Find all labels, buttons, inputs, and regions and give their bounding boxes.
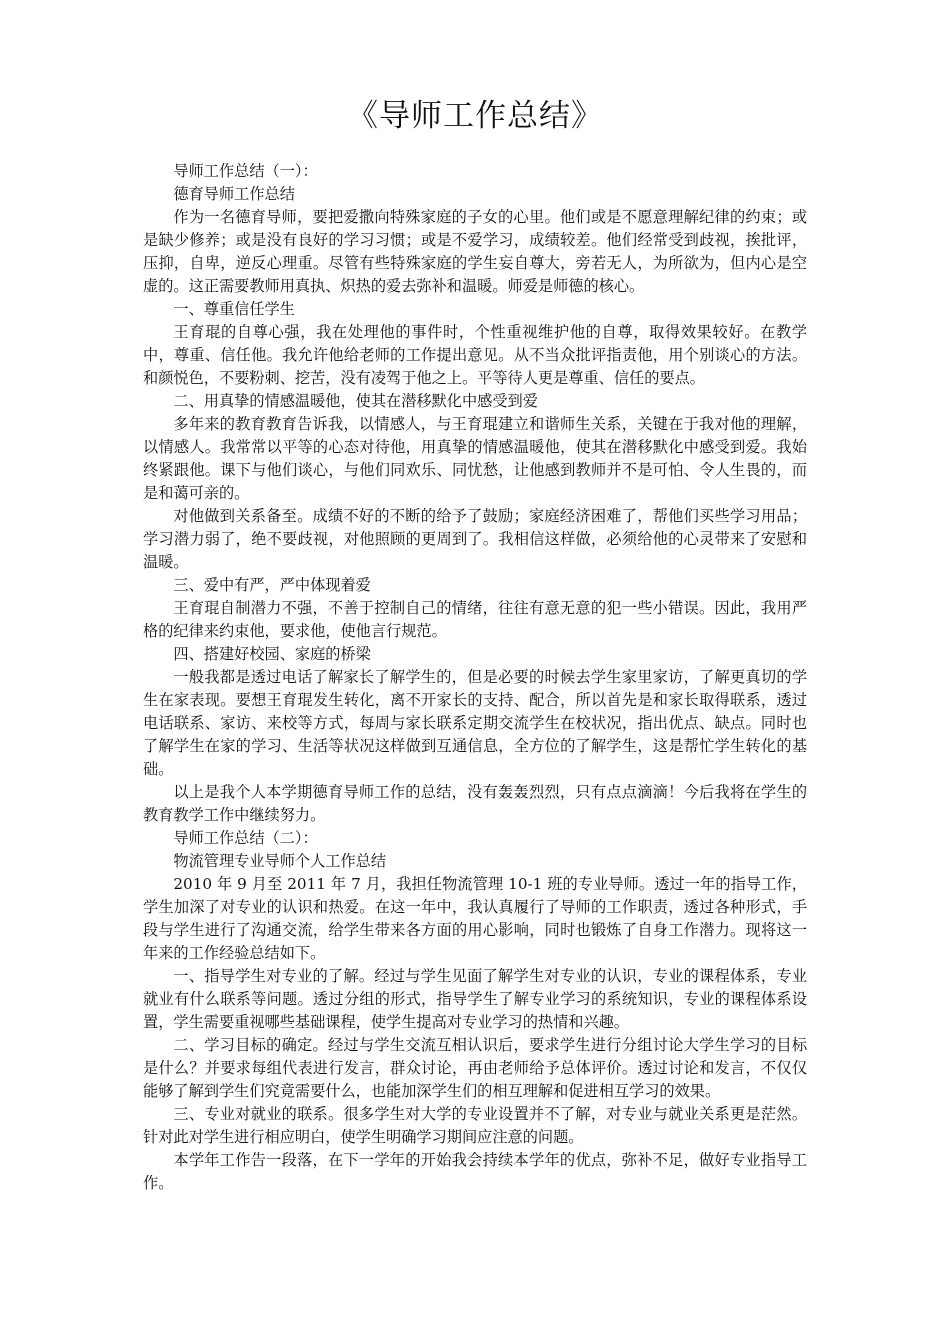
section-heading-summary-two: 导师工作总结（二）： (173, 829, 318, 847)
section-heading-summary-one: 导师工作总结（一）： (173, 162, 318, 180)
body-paragraph: 对他做到关系备至。成绩不好的不断的给予了鼓励；家庭经济困难了，帮他们买些学习用品；学习潜力弱了，绝不要歧视，对他照顾的更周到了。我相信这样做，必须给他的心灵带来了安慰和温暖。 (143, 507, 807, 571)
section-subtitle-logistics-tutor: 物流管理专业导师个人工作总结 (173, 852, 387, 870)
body-paragraph: 作为一名德育导师，要把爱撒向特殊家庭的子女的心里。他们或是不愿意理解纪律的约束；或是缺少修养；或是没有良好的学习习惯；或是不爱学习，成绩较差。他们经常受到歧视，挨批评，压抑，自卑，逆反心理重。尽管有些特殊家庭的学生妄自尊大，旁若无人，为所欲为，但内心是空虚的。这正需要教师用真执、炽热的爱去弥补和温暖。师爱是师德的核心。 (143, 208, 807, 295)
body-paragraph: 二、学习目标的确定。经过与学生交流互相认识后，要求学生进行分组讨论大学生学习的目标是什么？并要求每组代表进行发言，群众讨论，再由老师给予总体评价。透过讨论和发言，不仅仅能够了解到学生们究竟需要什么，也能加深学生们的相互理解和促进相互学习的效果。 (143, 1036, 807, 1100)
body-paragraph: 王育琨自制潜力不强，不善于控制自己的情绪，往往有意无意的犯一些小错误。因此，我用严格的纪律来约束他，要求他，使他言行规范。 (143, 599, 807, 640)
body-paragraph: 2010 年 9 月至 2011 年 7 月，我担任物流管理 10-1 班的专业导师。透过一年的指导工作，学生加深了对专业的认识和热爱。在这一年中，我认真履行了导师的工作职责，透过各种形式，手段与学生进行了沟通交流，给学生带来各方面的用心影响，同时也锻炼了自身工作潜力。现将这一年来的工作经验总结如下。 (143, 875, 807, 962)
point-heading: 二、用真挚的情感温暖他，使其在潜移默化中感受到爱 (173, 392, 538, 410)
body-paragraph: 本学年工作告一段落，在下一学年的开始我会持续本学年的优点，弥补不足，做好专业指导工作。 (143, 1151, 807, 1192)
section-subtitle-moral-tutor: 德育导师工作总结 (173, 185, 295, 203)
body-paragraph: 多年来的教育教育告诉我，以情感人，与王育琨建立和谐师生关系，关键在于我对他的理解，以情感人。我常常以平等的心态对待他，用真挚的情感温暖他，使其在潜移默化中感受到爱。我始终紧跟他。课下与他们谈心，与他们同欢乐、同忧愁，让他感到教师并不是可怕、令人生畏的，而是和蔼可亲的。 (143, 415, 807, 502)
body-paragraph: 一、指导学生对专业的了解。经过与学生见面了解学生对专业的认识，专业的课程体系，专业就业有什么联系等问题。透过分组的形式，指导学生了解专业学习的系统知识，专业的课程体系设置，学生需要重视哪些基础课程，使学生提高对专业学习的热情和兴趣。 (143, 967, 807, 1031)
document-title: 《导师工作总结》 (347, 98, 603, 134)
body-paragraph: 王育琨的自尊心强，我在处理他的事件时，个性重视维护他的自尊，取得效果较好。在教学中，尊重、信任他。我允许他给老师的工作提出意见。从不当众批评指责他，用个别谈心的方法。和颜悦色，不要粉刺、挖苦，没有凌驾于他之上。平等待人更是尊重、信任的要点。 (143, 323, 807, 387)
body-paragraph: 以上是我个人本学期德育导师工作的总结，没有轰轰烈烈，只有点点滴滴！今后我将在学生的教育教学工作中继续努力。 (143, 783, 807, 824)
body-paragraph: 一般我都是透过电话了解家长了解学生的，但是必要的时候去学生家里家访，了解更真切的学生在家表现。要想王育琨发生转化，离不开家长的支持、配合，所以首先是和家长取得联系，透过电话联系、家访、来校等方式，每周与家长联系定期交流学生在校状况，指出优点、缺点。同时也了解学生在家的学习、生活等状况这样做到互通信息，全方位的了解学生，这是帮忙学生转化的基础。 (143, 668, 807, 778)
point-heading: 四、搭建好校园、家庭的桥梁 (173, 645, 371, 663)
point-heading: 三、爱中有严，严中体现着爱 (173, 576, 371, 594)
document-body (143, 160, 807, 1195)
point-heading: 一、尊重信任学生 (173, 300, 295, 318)
body-paragraph: 三、专业对就业的联系。很多学生对大学的专业设置并不了解，对专业与就业关系更是茫然。针对此对学生进行相应明白，使学生明确学习期间应注意的问题。 (143, 1105, 807, 1146)
